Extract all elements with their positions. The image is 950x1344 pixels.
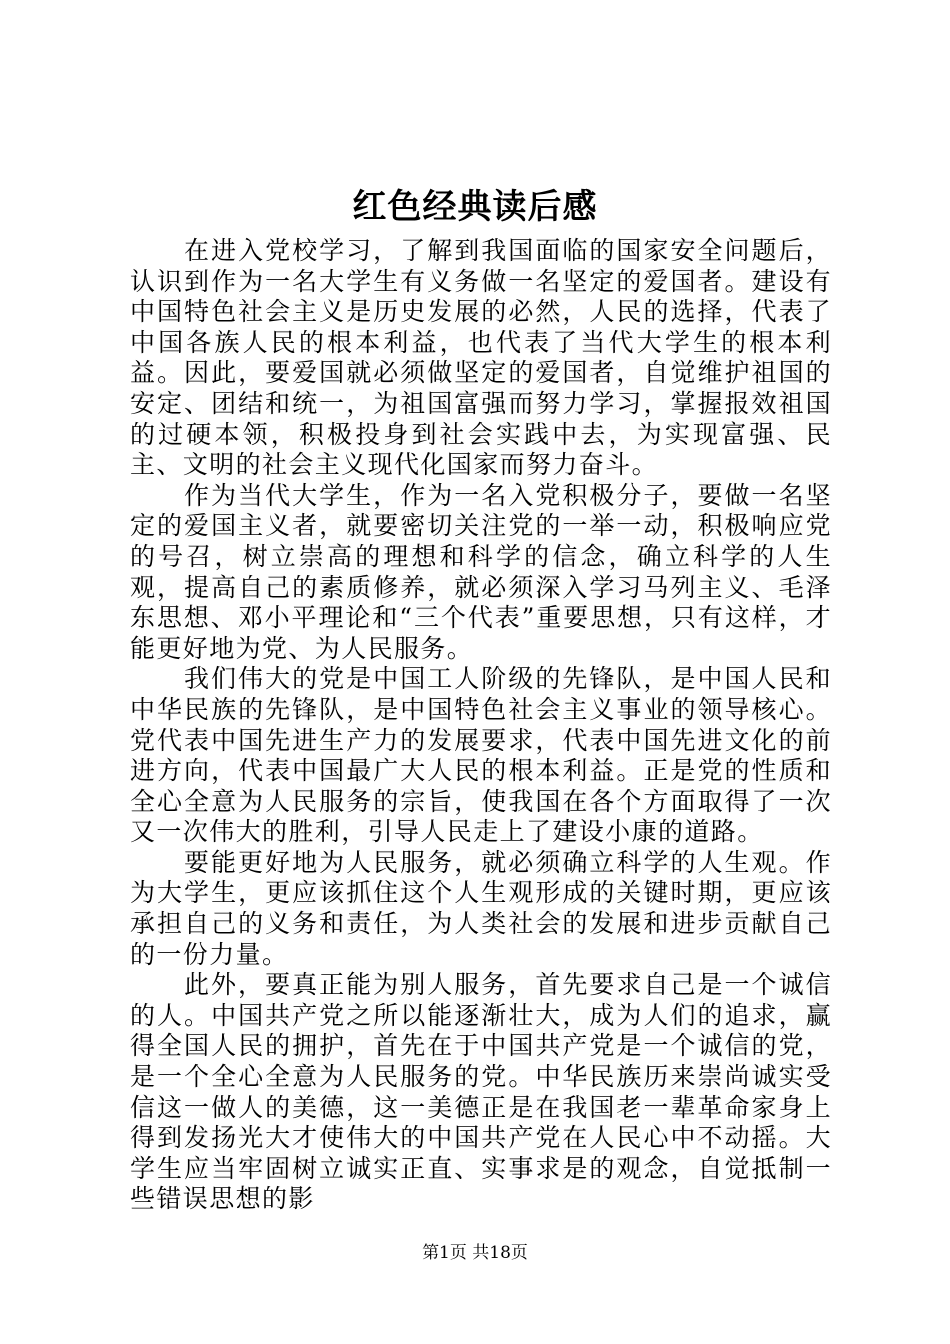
paragraph-4: 要能更好地为人民服务，就必须确立科学的人生观。作为大学生，更应该抓住这个人生观形成的关键时期，更应该承担自己的义务和责任，为人类社会的发展和进步贡献自己的一份力量。 — [130, 847, 832, 969]
paragraph-2: 作为当代大学生，作为一名入党积极分子，要做一名坚定的爱国主义者，就要密切关注党的一举一动，积极响应党的号召，树立崇高的理想和科学的信念，确立科学的人生观，提高自己的素质修养，就必须深入学习马列主义、毛泽东思想、邓小平理论和“三个代表”重要思想，只有这样，才能更好地为党、为人民服务。 — [130, 480, 832, 663]
paragraph-3: 我们伟大的党是中国工人阶级的先锋队，是中国人民和中华民族的先锋队，是中国特色社会主义事业的领导核心。党代表中国先进生产力的发展要求，代表中国先进文化的前进方向，代表中国最广大人民的根本利益。正是党的性质和全心全意为人民服务的宗旨，使我国在各个方面取得了一次又一次伟大的胜利，引导人民走上了建设小康的道路。 — [130, 664, 832, 847]
document-title: 红色经典读后感 — [352, 187, 598, 227]
paragraph-1: 在进入党校学习，了解到我国面临的国家安全问题后，认识到作为一名大学生有义务做一名坚定的爱国者。建设有中国特色社会主义是历史发展的必然，人民的选择，代表了中国各族人民的根本利益，也代表了当代大学生的根本利益。因此，要爱国就必须做坚定的爱国者，自觉维护祖国的安定、团结和统一，为祖国富强而努力学习，掌握报效祖国的过硬本领，积极投身到社会实践中去，为实现富强、民主、文明的社会主义现代化国家而努力奋斗。 — [130, 236, 832, 480]
paragraph-5: 此外，要真正能为别人服务，首先要求自己是一个诚信的人。中国共产党之所以能逐渐壮大，成为人们的追求，赢得全国人民的拥护，首先在于中国共产党是一个诚信的党，是一个全心全意为人民服务的党。中华民族历来崇尚诚实受信这一做人的美德，这一美德正是在我国老一辈革命家身上得到发扬光大才使伟大的中国共产党在人民心中不动摇。大学生应当牢固树立诚实正直、实事求是的观念，自觉抵制一些错误思想的影 — [130, 970, 832, 1214]
document-body — [130, 236, 832, 1215]
page-number-footer: 第1页 共18页 — [422, 1243, 528, 1263]
